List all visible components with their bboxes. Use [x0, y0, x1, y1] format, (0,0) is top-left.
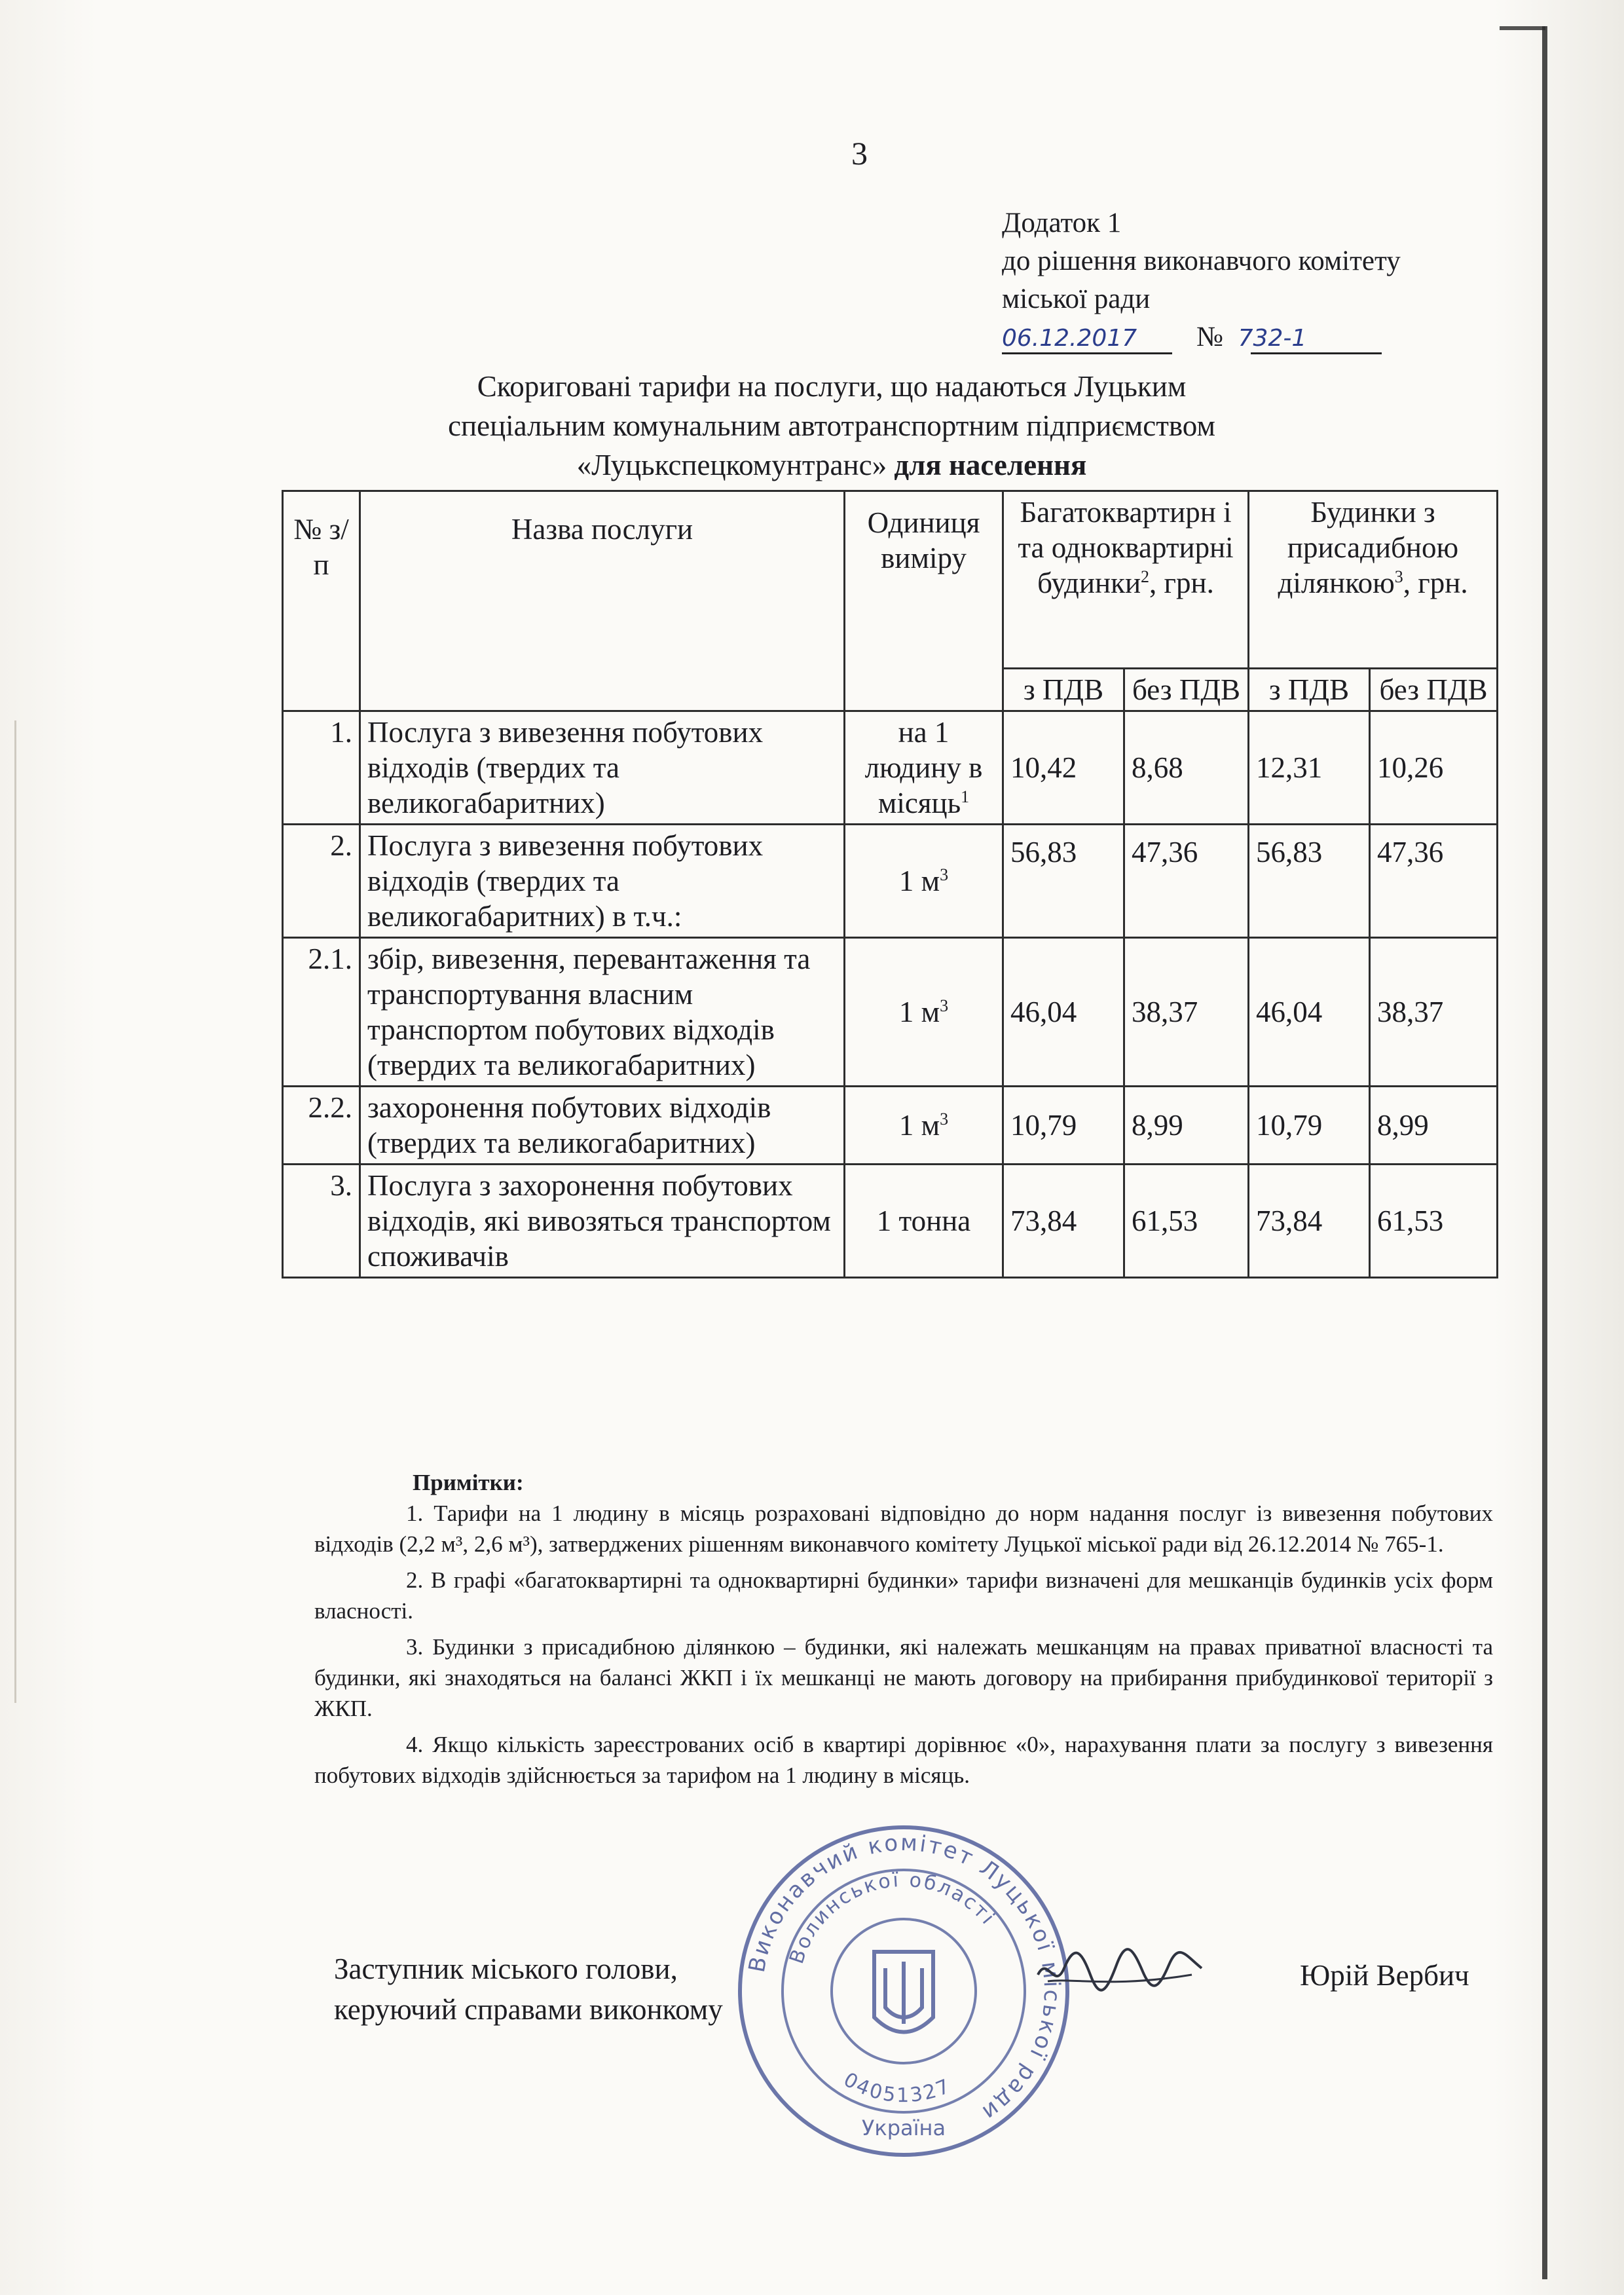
- header-unit: Одиниця виміру: [845, 491, 1003, 711]
- row-unit: на 1 людину в місяць$^1$: [845, 711, 1003, 825]
- subheader-yard-novat: без ПДВ: [1370, 669, 1498, 711]
- row-name: Послуга з вивезення побутових відходів (твердих та великогабаритних): [360, 711, 845, 825]
- row-num: 2.1.: [283, 938, 360, 1087]
- row-multi-novat: 8,68: [1124, 711, 1249, 825]
- row-num: 1.: [283, 711, 360, 825]
- row-yard-novat: 8,99: [1370, 1087, 1498, 1165]
- subheader-yard-vat: з ПДВ: [1249, 669, 1370, 711]
- document-title: [367, 367, 1297, 485]
- row-yard-vat: 12,31: [1249, 711, 1370, 825]
- row-multi-vat: 56,83: [1003, 825, 1124, 938]
- row-unit: 1 $м^3$: [845, 1087, 1003, 1165]
- table-row: [283, 825, 1498, 938]
- row-yard-novat: 10,26: [1370, 711, 1498, 825]
- annex-title: Додаток 1: [1002, 208, 1122, 238]
- row-unit: 1 тонна: [845, 1165, 1003, 1278]
- stamp-country: Україна: [861, 2116, 946, 2140]
- row-yard-novat: 47,36: [1370, 825, 1498, 938]
- annex-date-number: [1002, 318, 1401, 356]
- row-multi-vat: 10,79: [1003, 1087, 1124, 1165]
- note-1: 1. Тарифи на 1 людину в місяць розраховані відповідно до норм надання послуг із вивезення побутових відходів (2,2 м³, 2,6 м³), затверджених рішенням виконавчого комітету Луцької міської ради від 26.12.2014 № 765-1.: [314, 1501, 1493, 1557]
- table-row: [283, 1165, 1498, 1278]
- number-sign: №: [1196, 322, 1223, 352]
- signatory-position-1: Заступник міського голови,: [334, 1952, 678, 1985]
- row-num: 2.2.: [283, 1087, 360, 1165]
- paper-edge-corner: [1500, 26, 1545, 30]
- table-row: [283, 1087, 1498, 1165]
- row-unit: 1 $м^3$: [845, 825, 1003, 938]
- note-2: 2. В графі «багатоквартирні та одноквартирні будинки» тарифи визначені для мешканців будинків усіх форм власності.: [314, 1567, 1493, 1624]
- row-yard-vat: 46,04: [1249, 938, 1370, 1087]
- note-3: 3. Будинки з присадибною ділянкою – будинки, які належать мешканцям на правах приватної власності та будинки, які знаходяться на балансі ЖКП і їх мешканці не мають договору на прибирання прибудинкової території з ЖКП.: [314, 1634, 1493, 1721]
- row-multi-novat: 47,36: [1124, 825, 1249, 938]
- table-row: [283, 711, 1498, 825]
- row-multi-vat: 10,42: [1003, 711, 1124, 825]
- row-yard-novat: 61,53: [1370, 1165, 1498, 1278]
- row-name: Послуга з вивезення побутових відходів (твердих та великогабаритних) в т.ч.:: [360, 825, 845, 938]
- row-name: Послуга з захоронення побутових відходів, які вивозяться транспортом споживачів: [360, 1165, 845, 1278]
- stamp-seal-icon: [733, 1821, 1074, 2161]
- official-stamp: [733, 1821, 1074, 2161]
- row-name: захоронення побутових відходів (твердих та великогабаритних): [360, 1087, 845, 1165]
- header-multi: Багатоквартирн і та одноквартирні будинки$^2$, грн.: [1003, 491, 1249, 669]
- svg-text:04051327: [840, 2068, 955, 2107]
- signatory-title: [334, 1949, 723, 2030]
- row-multi-vat: 46,04: [1003, 938, 1124, 1087]
- notes-heading: Примітки:: [413, 1470, 524, 1495]
- tariffs-table: [282, 490, 1498, 1278]
- row-multi-vat: 73,84: [1003, 1165, 1124, 1278]
- row-unit: 1 $м^3$: [845, 938, 1003, 1087]
- row-multi-novat: 8,99: [1124, 1087, 1249, 1165]
- stamp-outer-text: Виконавчий комітет Луцької міської ради: [743, 1829, 1065, 2127]
- annex-subtitle: до рішення виконавчого комітету: [1002, 246, 1401, 276]
- title-line-3: «Луцькспецкомунтранс» для населення: [576, 449, 1087, 481]
- row-yard-vat: 73,84: [1249, 1165, 1370, 1278]
- subheader-multi-novat: без ПДВ: [1124, 669, 1249, 711]
- paper-edge-shadow: [1542, 26, 1547, 2279]
- paper-fold-line: [14, 720, 16, 1703]
- page-number: 3: [851, 135, 868, 172]
- row-num: 3.: [283, 1165, 360, 1278]
- table-row: [283, 938, 1498, 1087]
- table-header-row: [283, 491, 1498, 669]
- annex-header: [1002, 204, 1401, 356]
- row-multi-novat: 61,53: [1124, 1165, 1249, 1278]
- subheader-multi-vat: з ПДВ: [1003, 669, 1124, 711]
- notes-section: [314, 1467, 1493, 1796]
- row-yard-novat: 38,37: [1370, 938, 1498, 1087]
- stamp-inner-text: Волинської області: [785, 1868, 1001, 1967]
- signatory-position-2: керуючий справами виконкому: [334, 1993, 723, 2026]
- title-line-1: Скориговані тарифи на послуги, що надаються Луцьким: [477, 370, 1187, 403]
- handwritten-signature: [1035, 1929, 1205, 2007]
- header-name: Назва послуги: [360, 491, 845, 711]
- annex-council: міської ради: [1002, 284, 1151, 314]
- header-num: № з/п: [283, 491, 360, 711]
- row-multi-novat: 38,37: [1124, 938, 1249, 1087]
- trident-icon: [874, 1952, 933, 2032]
- row-num: 2.: [283, 825, 360, 938]
- handwritten-number: 732-1: [1238, 325, 1307, 352]
- note-4: 4. Якщо кількість зареєстрованих осіб в квартирі дорівнює «0», нарахування плати за послугу з вивезення побутових відходів здійснюється за тарифом на 1 людину в місяць.: [314, 1732, 1493, 1788]
- row-yard-vat: 10,79: [1249, 1087, 1370, 1165]
- row-name: збір, вивезення, перевантаження та транспортування власним транспортом побутових відходів (твердих та великогабаритних): [360, 938, 845, 1087]
- title-line-2: спеціальним комунальним автотранспортним підприємством: [448, 409, 1215, 442]
- header-yard: Будинки з присадибною ділянкою$^3$, грн.: [1249, 491, 1498, 669]
- signatory-name: Юрій Вербич: [1300, 1959, 1469, 1992]
- stamp-code: 04051327: [840, 2068, 955, 2108]
- handwritten-date: 06.12.2017: [1002, 325, 1137, 352]
- row-yard-vat: 56,83: [1249, 825, 1370, 938]
